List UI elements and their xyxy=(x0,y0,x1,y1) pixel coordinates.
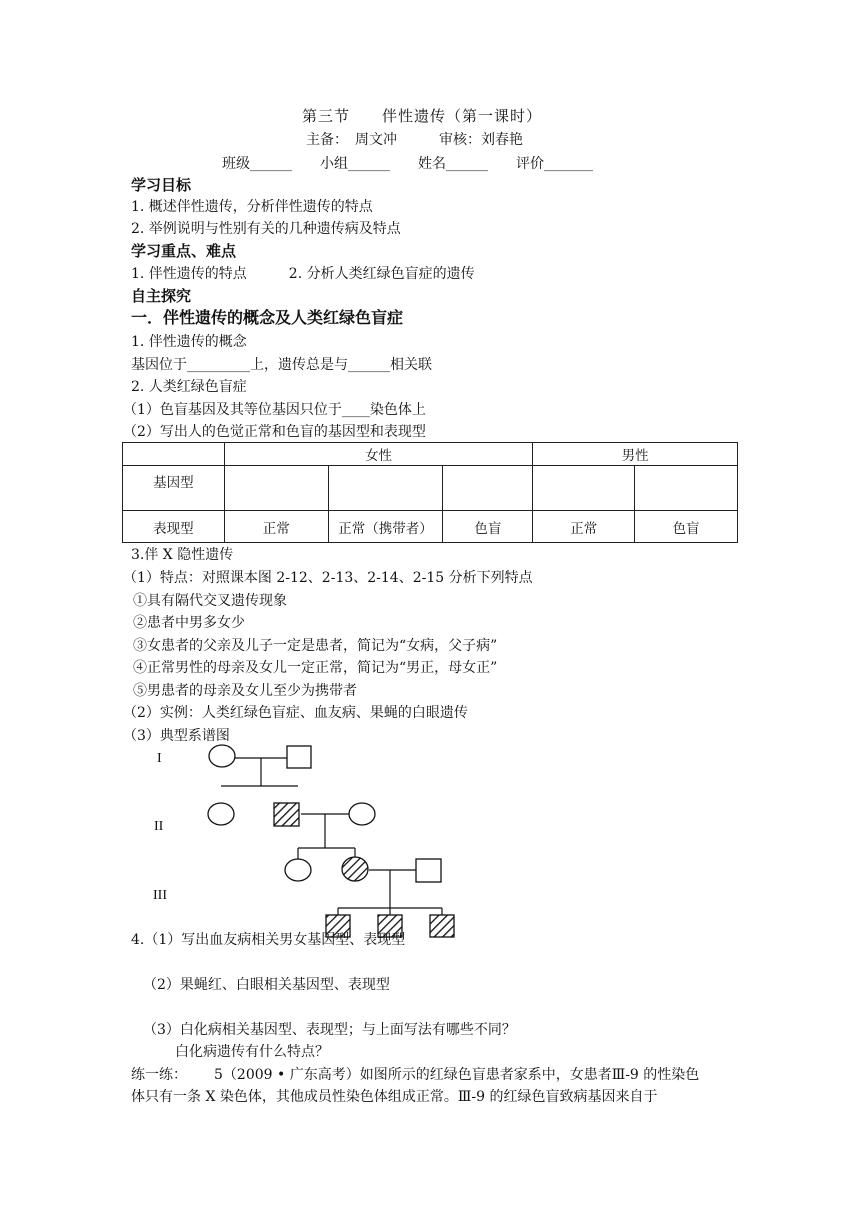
gen3-affected-female xyxy=(342,857,368,881)
goal-item-2: 2. 举例说明与性别有关的几种遗传病及特点 xyxy=(131,221,401,237)
genotype-cell xyxy=(443,466,533,511)
gen1-male xyxy=(287,746,311,768)
goals-heading: 学习目标 xyxy=(131,176,192,194)
phenotype-row-label: 表现型 xyxy=(123,511,225,543)
female-header: 女性 xyxy=(224,443,532,466)
practice-label: 练一练： xyxy=(131,1067,187,1083)
feature-3: ③女患者的父亲及儿子一定是患者，简记为“女病，父子病” xyxy=(133,638,498,654)
table-corner-cell xyxy=(123,443,225,466)
concept-title: 1. 伴性遗传的概念 xyxy=(131,334,247,350)
genotype-table xyxy=(122,442,738,543)
feature-5: ⑤男患者的母亲及女儿至少为携带者 xyxy=(133,683,357,699)
generation-label-3: III xyxy=(153,888,167,903)
question-4-1: 4.（1）写出血友病相关男女基因型、表现型 xyxy=(131,932,406,948)
male-header: 男性 xyxy=(533,443,738,466)
section-1-heading: 一．伴性遗传的概念及人类红绿色盲症 xyxy=(131,308,404,327)
gen2-affected-male xyxy=(274,803,299,826)
gen4-affected-male-3 xyxy=(430,915,454,937)
generation-label-2: II xyxy=(154,819,164,834)
practice-text-1: 5（2009 • 广东高考）如图所示的红绿色盲患者家系中，女患者Ⅲ-9 的性染色 xyxy=(214,1067,700,1083)
question-4-2: （2）果蝇红、白眼相关基因型、表现型 xyxy=(143,977,390,993)
phenotype-cell: 色盲 xyxy=(443,511,533,543)
feature-2: ②患者中男多女少 xyxy=(133,615,245,631)
xlinked-features: （1）特点：对照课本图 2-12、2-13、2-14、2-15 分析下列特点 xyxy=(123,570,533,586)
phenotype-cell: 正常 xyxy=(224,511,328,543)
pedigree-chart xyxy=(140,738,480,948)
focus-heading: 学习重点、难点 xyxy=(131,242,237,260)
generation-label-1: I xyxy=(157,751,162,766)
feature-1: ①具有隔代交叉遗传现象 xyxy=(133,593,287,609)
authors-line: 主备： 周文冲 审核：刘春艳 xyxy=(306,132,523,148)
gen1-female xyxy=(209,745,235,767)
phenotype-cell: 正常（携带者） xyxy=(328,511,443,543)
focus-items: 1. 伴性遗传的特点 2. 分析人类红绿色盲症的遗传 xyxy=(131,266,475,282)
colorblind-title: 2. 人类红绿色盲症 xyxy=(131,379,247,395)
question-4-3b: 白化病遗传有什么特点？ xyxy=(175,1044,329,1060)
xlinked-examples: （2）实例：人类红绿色盲症、血友病、果蝇的白眼遗传 xyxy=(123,705,468,721)
gen2-female-left xyxy=(208,803,234,825)
genotype-cell xyxy=(533,466,635,511)
student-info-line: 班级______ 小组______ 姓名______ 评价_______ xyxy=(222,156,593,172)
xlinked-title: 3.伴 X 隐性遗传 xyxy=(131,547,234,563)
genotype-cell xyxy=(224,466,328,511)
genotype-row-label: 基因型 xyxy=(123,466,225,511)
goal-item-1: 1. 概述伴性遗传，分析伴性遗传的特点 xyxy=(131,199,373,215)
gen3-male xyxy=(416,859,441,882)
colorblind-q2: （2）写出人的色觉正常和色盲的基因型和表现型 xyxy=(123,424,426,440)
practice-text-2: 体只有一条 X 染色体，其他成员性染色体组成正常。Ⅲ-9 的红绿色盲致病基因来自于 xyxy=(131,1089,658,1105)
question-4-3: （3）白化病相关基因型、表现型；与上面写法有哪些不同？ xyxy=(143,1022,516,1038)
colorblind-q1: （1）色盲基因及其等位基因只位于____染色体上 xyxy=(123,402,426,418)
page-title: 第三节 伴性遗传（第一课时） xyxy=(302,107,543,125)
gen3-female xyxy=(285,859,311,881)
concept-text: 基因位于_________上，遗传总是与______相关联 xyxy=(131,357,432,373)
genotype-cell xyxy=(635,466,738,511)
genotype-cell xyxy=(328,466,443,511)
phenotype-cell: 正常 xyxy=(533,511,635,543)
gen2-female-right xyxy=(349,803,375,825)
pedigree-title: （3）典型系谱图 xyxy=(123,728,230,744)
feature-4: ④正常男性的母亲及女儿一定正常，简记为“男正，母女正” xyxy=(133,660,498,676)
phenotype-cell: 色盲 xyxy=(635,511,738,543)
explore-heading: 自主探究 xyxy=(131,287,192,305)
